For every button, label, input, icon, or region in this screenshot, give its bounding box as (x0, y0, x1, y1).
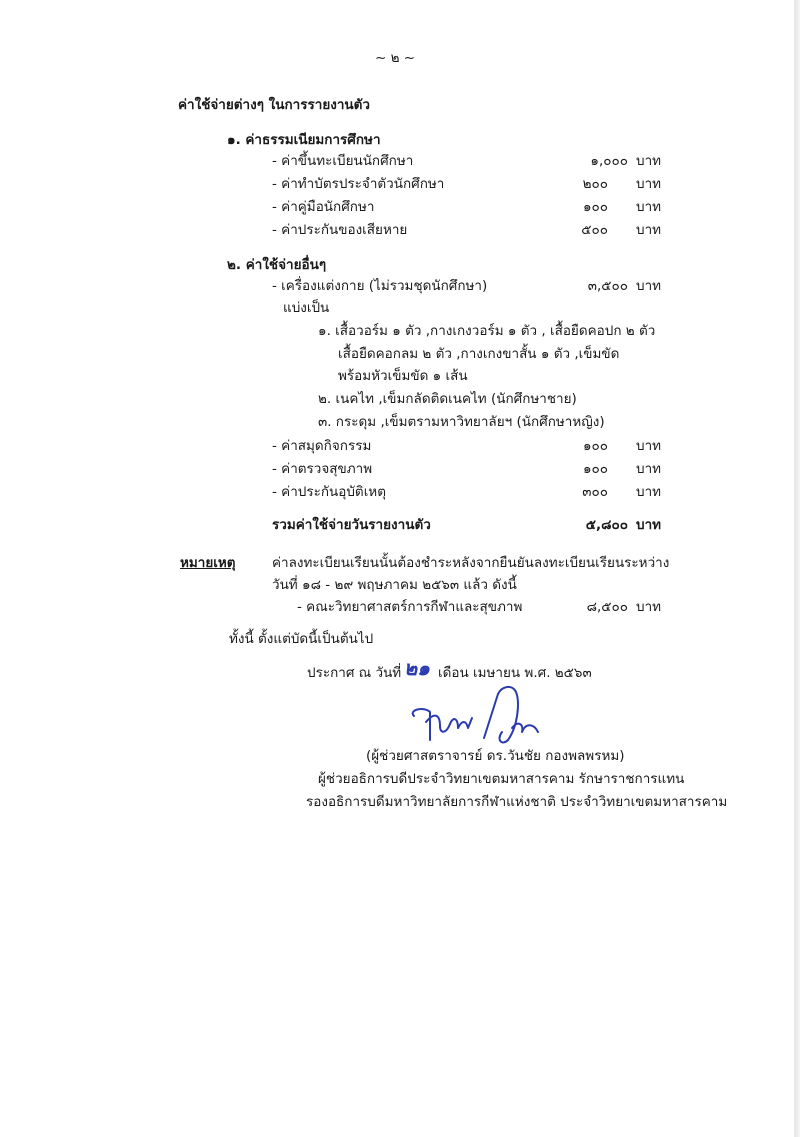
page-edge-shadow (794, 0, 800, 1137)
other-item-unit: บาท (636, 461, 662, 477)
fee-item-amount: ๒๐๐ (582, 176, 608, 192)
uniform-sub-item: พร้อมหัวเข็มขัด ๑ เส้น (338, 368, 468, 384)
signature-mark (400, 682, 560, 752)
other-item-amount: ๑๐๐ (582, 438, 608, 454)
signer-position: รองอธิการบดีมหาวิทยาลัยการกีฬาแห่งชาติ ประจำวิทยาเขตมหาสารคาม (306, 794, 728, 810)
uniform-sub-item: ๒. เนคไท ,เข็มกลัดติดเนคไท (นักศึกษาชาย) (318, 391, 577, 407)
note-heading: หมายเหตุ (180, 555, 236, 571)
split-label: แบ่งเป็น (283, 300, 330, 316)
uniform-amount: ๓,๕๐๐ (587, 278, 628, 294)
announce-prefix: ประกาศ ณ วันที่ (307, 665, 402, 681)
fee-item-label: - ค่าประกันของเสียหาย (272, 222, 408, 238)
signer-name: (ผู้ช่วยศาสตราจารย์ ดร.วันชัย กองพลพรหม) (366, 748, 625, 764)
group2-title: ๒. ค่าใช้จ่ายอื่นๆ (227, 257, 327, 273)
fee-item-unit: บาท (636, 153, 662, 169)
announce-suffix: เดือน เมษายน พ.ศ. ๒๕๖๓ (438, 665, 592, 681)
fee-item-amount: ๕๐๐ (581, 222, 608, 238)
page-number: ~ ๒ ~ (375, 50, 416, 66)
total-amount: ๕,๘๐๐ (585, 517, 628, 533)
effective-statement: ทั้งนี้ ตั้งแต่บัดนี้เป็นต้นไป (229, 631, 374, 647)
other-item-amount: ๓๐๐ (582, 484, 608, 500)
fee-item-amount: ๑๐๐ (582, 199, 608, 215)
fee-item-unit: บาท (636, 222, 662, 238)
fee-item-label: - ค่าทำบัตรประจำตัวนักศึกษา (272, 176, 445, 192)
uniform-label: - เครื่องแต่งกาย (ไม่รวมชุดนักศึกษา) (272, 278, 488, 294)
uniform-sub-item: ๓. กระดุม ,เข็มตรามหาวิทยาลัยฯ (นักศึกษาหญิง) (318, 414, 605, 430)
announce-day-handwritten: ๒๑ (404, 656, 430, 680)
total-label: รวมค่าใช้จ่ายวันรายงานตัว (272, 517, 431, 533)
note-item-amount: ๘,๕๐๐ (586, 599, 628, 615)
fee-item-amount: ๑,๐๐๐ (590, 153, 628, 169)
section-title: ค่าใช้จ่ายต่างๆ ในการรายงานตัว (178, 97, 370, 113)
uniform-sub-item: เสื้อยืดคอกลม ๒ ตัว ,กางเกงขาสั้น ๑ ตัว ,เข็มขัด (338, 346, 620, 362)
fee-item-unit: บาท (636, 199, 662, 215)
other-item-label: - ค่าตรวจสุขภาพ (272, 461, 373, 477)
note-line: วันที่ ๑๘ - ๒๙ พฤษภาคม ๒๕๖๓ แล้ว ดังนี้ (272, 577, 517, 593)
uniform-sub-item: ๑. เสื้อวอร์ม ๑ ตัว ,กางเกงวอร์ม ๑ ตัว , เสื้อยืดคอปก ๒ ตัว (318, 323, 656, 339)
fee-item-unit: บาท (636, 176, 662, 192)
note-item-unit: บาท (636, 599, 662, 615)
fee-item-label: - ค่าคู่มือนักศึกษา (272, 199, 375, 215)
note-item-label: - คณะวิทยาศาสตร์การกีฬาและสุขภาพ (297, 599, 523, 615)
other-item-label: - ค่าประกันอุบัติเหตุ (272, 484, 386, 500)
group1-title: ๑. ค่าธรรมเนียมการศึกษา (227, 132, 381, 148)
fee-item-label: - ค่าขึ้นทะเบียนนักศึกษา (272, 153, 414, 169)
other-item-unit: บาท (636, 484, 662, 500)
total-unit: บาท (636, 517, 662, 533)
other-item-label: - ค่าสมุดกิจกรรม (272, 438, 372, 454)
note-line: ค่าลงทะเบียนเรียนนั้นต้องชำระหลังจากยืนยันลงทะเบียนเรียนระหว่าง (272, 555, 670, 571)
uniform-unit: บาท (636, 278, 662, 294)
other-item-amount: ๑๐๐ (582, 461, 608, 477)
signer-position: ผู้ช่วยอธิการบดีประจำวิทยาเขตมหาสารคาม รักษาราชการแทน (318, 771, 685, 787)
other-item-unit: บาท (636, 438, 662, 454)
